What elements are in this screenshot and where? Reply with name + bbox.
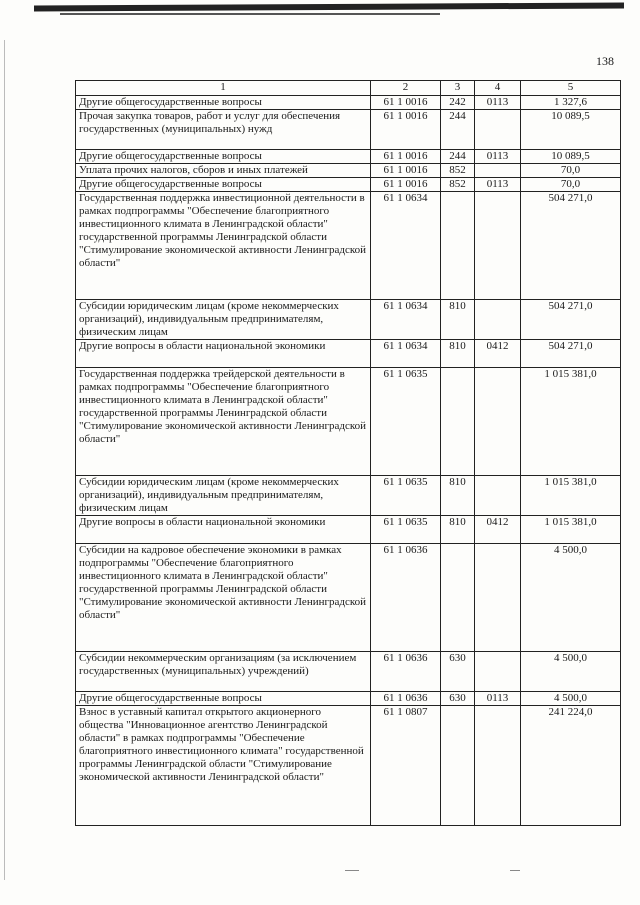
table-row (76, 516, 621, 544)
row-c3 (441, 192, 475, 300)
scan-artifact-mark (345, 870, 359, 871)
row-c3: 244 (441, 150, 475, 164)
row-code: 61 1 0016 (371, 178, 441, 192)
row-sum: 10 089,5 (521, 150, 621, 164)
row-c3 (441, 706, 475, 826)
row-c3: 810 (441, 476, 475, 516)
table-row (76, 164, 621, 178)
row-sum: 504 271,0 (521, 300, 621, 340)
table-row (76, 692, 621, 706)
row-c3: 852 (441, 178, 475, 192)
row-sum: 1 015 381,0 (521, 516, 621, 544)
row-sum: 4 500,0 (521, 692, 621, 706)
page-number: 138 (596, 54, 614, 68)
row-name: Другие вопросы в области национальной экономики (76, 340, 371, 368)
row-name: Другие общегосударственные вопросы (76, 150, 371, 164)
row-sum: 10 089,5 (521, 110, 621, 150)
row-c4: 0412 (475, 340, 521, 368)
header-col-3: 3 (441, 81, 475, 96)
row-sum: 241 224,0 (521, 706, 621, 826)
row-name: Другие вопросы в области национальной экономики (76, 516, 371, 544)
row-c4 (475, 476, 521, 516)
row-code: 61 1 0016 (371, 96, 441, 110)
table-row (76, 544, 621, 652)
row-c3 (441, 544, 475, 652)
row-c4 (475, 110, 521, 150)
row-c4: 0412 (475, 516, 521, 544)
header-col-2: 2 (371, 81, 441, 96)
row-sum: 1 015 381,0 (521, 368, 621, 476)
row-sum: 4 500,0 (521, 652, 621, 692)
row-name: Прочая закупка товаров, работ и услуг для обеспечения государственных (муниципальных) нужд (76, 110, 371, 150)
row-sum: 70,0 (521, 164, 621, 178)
row-code: 61 1 0636 (371, 544, 441, 652)
row-c3: 630 (441, 652, 475, 692)
row-code: 61 1 0634 (371, 300, 441, 340)
row-code: 61 1 0636 (371, 692, 441, 706)
table-row (76, 706, 621, 826)
row-c4 (475, 368, 521, 476)
row-sum: 1 015 381,0 (521, 476, 621, 516)
row-c3: 852 (441, 164, 475, 178)
row-c3: 244 (441, 110, 475, 150)
row-name: Другие общегосударственные вопросы (76, 178, 371, 192)
row-c3 (441, 368, 475, 476)
row-c3: 810 (441, 516, 475, 544)
row-c3: 630 (441, 692, 475, 706)
row-code: 61 1 0634 (371, 192, 441, 300)
header-col-4: 4 (475, 81, 521, 96)
row-c3: 810 (441, 340, 475, 368)
row-name: Другие общегосударственные вопросы (76, 96, 371, 110)
table-row (76, 476, 621, 516)
budget-table (75, 80, 621, 826)
table-row (76, 652, 621, 692)
page-left-edge (4, 40, 5, 880)
table-row (76, 300, 621, 340)
row-name: Субсидии на кадровое обеспечение экономики в рамках подпрограммы "Обеспечение благоприятного инвестиционного климата в Ленинградской области" государственной программы Ленинградской области "Стимулирование экономической активности Ленинградской области" (76, 544, 371, 652)
row-name: Уплата прочих налогов, сборов и иных платежей (76, 164, 371, 178)
row-code: 61 1 0807 (371, 706, 441, 826)
row-code: 61 1 0016 (371, 110, 441, 150)
row-name: Субсидии юридическим лицам (кроме некоммерческих организаций), индивидуальным предпринимателям, физическим лицам (76, 476, 371, 516)
table-row (76, 340, 621, 368)
row-name: Государственная поддержка инвестиционной деятельности в рамках подпрограммы "Обеспечение благоприятного инвестиционного климата в Ленинградской области" государственной программы Ленинградской области "Стимулирование экономической активности Ленинградской области" (76, 192, 371, 300)
header-row (76, 81, 621, 96)
scan-artifact-mark (510, 870, 520, 871)
row-c4 (475, 192, 521, 300)
row-sum: 70,0 (521, 178, 621, 192)
header-col-5: 5 (521, 81, 621, 96)
table-row (76, 178, 621, 192)
row-c3: 242 (441, 96, 475, 110)
row-c4 (475, 652, 521, 692)
row-code: 61 1 0634 (371, 340, 441, 368)
row-code: 61 1 0636 (371, 652, 441, 692)
table-row (76, 150, 621, 164)
table-row (76, 96, 621, 110)
row-code: 61 1 0635 (371, 516, 441, 544)
row-name: Государственная поддержка трейдерской деятельности в рамках подпрограммы "Обеспечение благоприятного инвестиционного климата в Ленинградской области" государственной программы Ленинградской области "Стимулирование экономической активности Ленинградской области" (76, 368, 371, 476)
row-c4: 0113 (475, 96, 521, 110)
row-name: Субсидии юридическим лицам (кроме некоммерческих организаций), индивидуальным предпринимателям, физическим лицам (76, 300, 371, 340)
table-row (76, 110, 621, 150)
row-sum: 504 271,0 (521, 340, 621, 368)
row-c4: 0113 (475, 178, 521, 192)
table-row (76, 368, 621, 476)
row-code: 61 1 0016 (371, 164, 441, 178)
row-c4 (475, 300, 521, 340)
header-col-1: 1 (76, 81, 371, 96)
row-code: 61 1 0635 (371, 368, 441, 476)
row-c4 (475, 164, 521, 178)
row-name: Другие общегосударственные вопросы (76, 692, 371, 706)
row-sum: 504 271,0 (521, 192, 621, 300)
row-sum: 1 327,6 (521, 96, 621, 110)
row-name: Взнос в уставный капитал открытого акционерного общества "Инновационное агентство Ленинградской области" в рамках подпрограммы "Обеспечение благоприятного инвестиционного климата" государственной программы Ленинградской области "Стимулирование экономической активности Ленинградской области" (76, 706, 371, 826)
row-c4: 0113 (475, 692, 521, 706)
row-name: Субсидии некоммерческим организациям (за исключением государственных (муниципальных) учреждений) (76, 652, 371, 692)
row-code: 61 1 0635 (371, 476, 441, 516)
row-sum: 4 500,0 (521, 544, 621, 652)
scan-artifact-bar (34, 2, 624, 11)
scan-artifact-line (60, 13, 440, 15)
table-row (76, 192, 621, 300)
row-code: 61 1 0016 (371, 150, 441, 164)
row-c3: 810 (441, 300, 475, 340)
row-c4: 0113 (475, 150, 521, 164)
row-c4 (475, 706, 521, 826)
row-c4 (475, 544, 521, 652)
